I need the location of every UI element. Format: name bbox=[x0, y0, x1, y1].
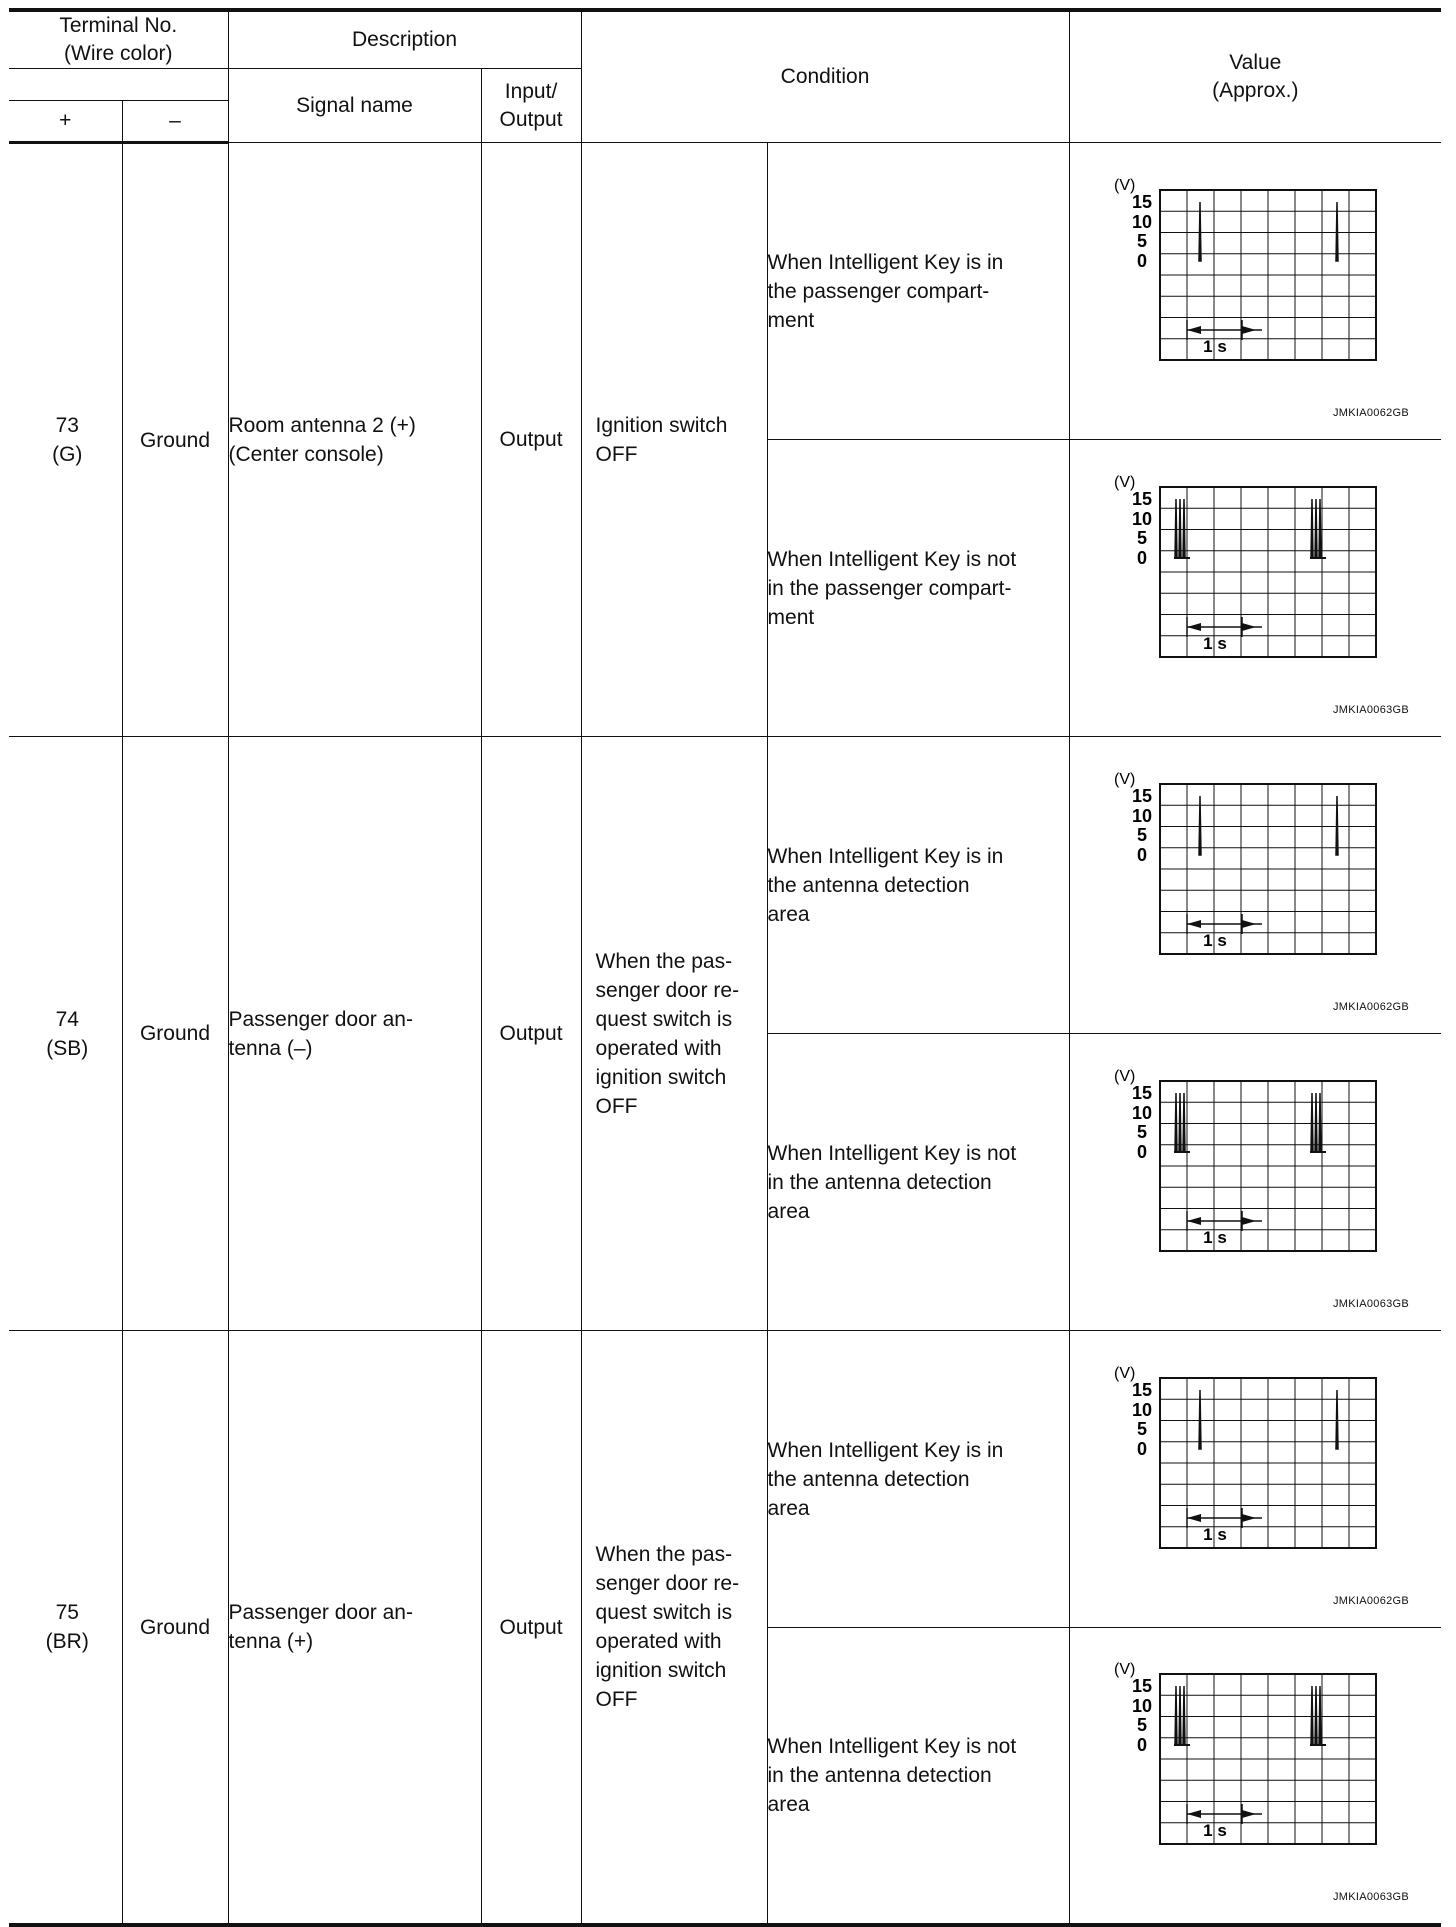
pulse-mark bbox=[1199, 1390, 1201, 1449]
condition-detail: When Intelligent Key is in the passenger compart- ment bbox=[767, 143, 1069, 440]
figure-id: JMKIA0063GB bbox=[1332, 1891, 1410, 1903]
time-marker-arrow bbox=[1242, 1810, 1256, 1818]
burst-pulse-waveform bbox=[1112, 1061, 1382, 1281]
pulse-mark bbox=[1175, 1093, 1177, 1152]
y-tick-label: 0 bbox=[1136, 547, 1147, 568]
pulse-mark bbox=[1319, 1093, 1321, 1152]
pulse-mark bbox=[1179, 1093, 1181, 1152]
signal-name: Passenger door an- tenna (+) bbox=[228, 1331, 481, 1926]
condition-main: Ignition switch OFF bbox=[581, 143, 767, 737]
pulse-mark bbox=[1311, 1093, 1313, 1152]
pulse-mark bbox=[1336, 202, 1338, 261]
condition-header: Condition bbox=[581, 10, 1069, 143]
unit-label: (V) bbox=[1113, 1661, 1135, 1678]
pulse-mark bbox=[1175, 1686, 1177, 1745]
time-marker-arrow bbox=[1187, 326, 1201, 334]
input-output: Output bbox=[481, 1331, 581, 1926]
y-tick-label: 5 bbox=[1136, 824, 1147, 845]
pulse-mark bbox=[1199, 796, 1201, 855]
condition-detail: When Intelligent Key is not in the antenna detection area bbox=[767, 1628, 1069, 1926]
figure-id: JMKIA0062GB bbox=[1332, 406, 1410, 419]
condition-detail: When Intelligent Key is in the antenna detection area bbox=[767, 737, 1069, 1034]
pulse-mark bbox=[1179, 1686, 1181, 1745]
value-waveform-cell bbox=[1069, 1628, 1441, 1926]
y-tick-label: 0 bbox=[1136, 1141, 1147, 1162]
terminal-number: 75 (BR) bbox=[9, 1331, 122, 1926]
table-row bbox=[9, 737, 1441, 1034]
y-tick-label: 15 bbox=[1131, 1379, 1152, 1400]
time-scale-label: 1 s bbox=[1202, 336, 1227, 356]
time-scale-label: 1 s bbox=[1202, 930, 1227, 950]
pulse-mark bbox=[1315, 1686, 1317, 1745]
pulse-mark bbox=[1319, 499, 1321, 558]
single-pulse-waveform bbox=[1112, 170, 1382, 390]
time-marker-arrow bbox=[1187, 1217, 1201, 1225]
y-tick-label: 15 bbox=[1131, 785, 1152, 806]
time-marker-arrow bbox=[1242, 326, 1256, 334]
unit-label: (V) bbox=[1113, 1364, 1135, 1382]
pulse-mark bbox=[1175, 499, 1177, 558]
ground-terminal: Ground bbox=[122, 143, 228, 737]
time-marker-arrow bbox=[1187, 920, 1201, 928]
y-tick-label: 10 bbox=[1131, 211, 1152, 232]
y-tick-label: 0 bbox=[1136, 1438, 1147, 1459]
value-waveform-cell bbox=[1069, 143, 1441, 440]
y-tick-label: 5 bbox=[1136, 230, 1147, 251]
y-tick-label: 0 bbox=[1136, 844, 1147, 865]
value-header: Value (Approx.) bbox=[1069, 10, 1441, 143]
time-marker-arrow bbox=[1242, 920, 1256, 928]
pulse-mark bbox=[1179, 499, 1181, 558]
description-header: Description bbox=[228, 10, 581, 69]
condition-detail: When Intelligent Key is in the antenna detection area bbox=[767, 1331, 1069, 1628]
y-tick-label: 15 bbox=[1131, 1676, 1152, 1696]
figure-id: JMKIA0063GB bbox=[1332, 1297, 1410, 1310]
input-output-header: Input/ Output bbox=[481, 69, 581, 143]
pulse-mark bbox=[1311, 1686, 1313, 1745]
input-output: Output bbox=[481, 737, 581, 1331]
pulse-mark bbox=[1315, 499, 1317, 558]
minus-header: – bbox=[122, 101, 228, 143]
pulse-mark bbox=[1319, 1686, 1321, 1745]
y-tick-label: 10 bbox=[1131, 1399, 1152, 1420]
burst-pulse-waveform bbox=[1112, 467, 1382, 687]
value-waveform-cell bbox=[1069, 737, 1441, 1034]
y-tick-label: 15 bbox=[1131, 191, 1152, 212]
pulse-mark bbox=[1183, 1686, 1185, 1745]
terminal-number: 73 (G) bbox=[9, 143, 122, 737]
y-tick-label: 5 bbox=[1136, 527, 1147, 548]
time-marker-arrow bbox=[1242, 623, 1256, 631]
y-tick-label: 5 bbox=[1136, 1418, 1147, 1439]
single-pulse-waveform bbox=[1112, 764, 1382, 984]
time-scale-label: 1 s bbox=[1202, 1821, 1227, 1840]
condition-main: When the pas- senger door re- quest switch is operated with ignition switch OFF bbox=[581, 1331, 767, 1926]
y-tick-label: 10 bbox=[1131, 1696, 1152, 1716]
figure-id: JMKIA0063GB bbox=[1332, 703, 1410, 716]
terminal-no-header: Terminal No. (Wire color) bbox=[9, 10, 228, 69]
pulse-mark bbox=[1311, 499, 1313, 558]
signal-name: Passenger door an- tenna (–) bbox=[228, 737, 481, 1331]
pulse-mark bbox=[1336, 1390, 1338, 1449]
ground-terminal: Ground bbox=[122, 1331, 228, 1926]
time-marker-arrow bbox=[1187, 1810, 1201, 1818]
condition-main: When the pas- senger door re- quest switch is operated with ignition switch OFF bbox=[581, 737, 767, 1331]
pulse-mark bbox=[1315, 1093, 1317, 1152]
figure-id: JMKIA0062GB bbox=[1332, 1594, 1410, 1607]
table-row bbox=[9, 1331, 1441, 1628]
unit-label: (V) bbox=[1113, 176, 1135, 194]
pulse-mark bbox=[1183, 499, 1185, 558]
time-marker-arrow bbox=[1242, 1514, 1256, 1522]
time-scale-label: 1 s bbox=[1202, 633, 1227, 653]
value-waveform-cell bbox=[1069, 440, 1441, 737]
condition-detail: When Intelligent Key is not in the passenger compart- ment bbox=[767, 440, 1069, 737]
time-marker-arrow bbox=[1187, 1514, 1201, 1522]
input-output: Output bbox=[481, 143, 581, 737]
plus-header: + bbox=[9, 101, 122, 143]
unit-label: (V) bbox=[1113, 1067, 1135, 1085]
figure-id: JMKIA0062GB bbox=[1332, 1000, 1410, 1013]
signal-name-header: Signal name bbox=[228, 69, 481, 143]
y-tick-label: 10 bbox=[1131, 508, 1152, 529]
condition-detail: When Intelligent Key is not in the antenna detection area bbox=[767, 1034, 1069, 1331]
y-tick-label: 5 bbox=[1136, 1121, 1147, 1142]
value-waveform-cell bbox=[1069, 1331, 1441, 1628]
y-tick-label: 0 bbox=[1136, 250, 1147, 271]
burst-pulse-waveform bbox=[1112, 1654, 1382, 1874]
time-marker-arrow bbox=[1187, 623, 1201, 631]
pulse-mark bbox=[1336, 796, 1338, 855]
time-scale-label: 1 s bbox=[1202, 1524, 1227, 1544]
terminal-number: 74 (SB) bbox=[9, 737, 122, 1331]
single-pulse-waveform bbox=[1112, 1358, 1382, 1578]
time-marker-arrow bbox=[1242, 1217, 1256, 1225]
y-tick-label: 10 bbox=[1131, 805, 1152, 826]
terminal-spec-table bbox=[9, 8, 1441, 1927]
value-waveform-cell bbox=[1069, 1034, 1441, 1331]
unit-label: (V) bbox=[1113, 473, 1135, 491]
y-tick-label: 10 bbox=[1131, 1102, 1152, 1123]
y-tick-label: 15 bbox=[1131, 488, 1152, 509]
signal-name: Room antenna 2 (+) (Center console) bbox=[228, 143, 481, 737]
ground-terminal: Ground bbox=[122, 737, 228, 1331]
y-tick-label: 15 bbox=[1131, 1082, 1152, 1103]
table-row bbox=[9, 143, 1441, 440]
unit-label: (V) bbox=[1113, 770, 1135, 788]
pulse-mark bbox=[1183, 1093, 1185, 1152]
y-tick-label: 0 bbox=[1136, 1735, 1147, 1755]
y-tick-label: 5 bbox=[1136, 1715, 1147, 1735]
time-scale-label: 1 s bbox=[1202, 1227, 1227, 1247]
pulse-mark bbox=[1199, 202, 1201, 261]
